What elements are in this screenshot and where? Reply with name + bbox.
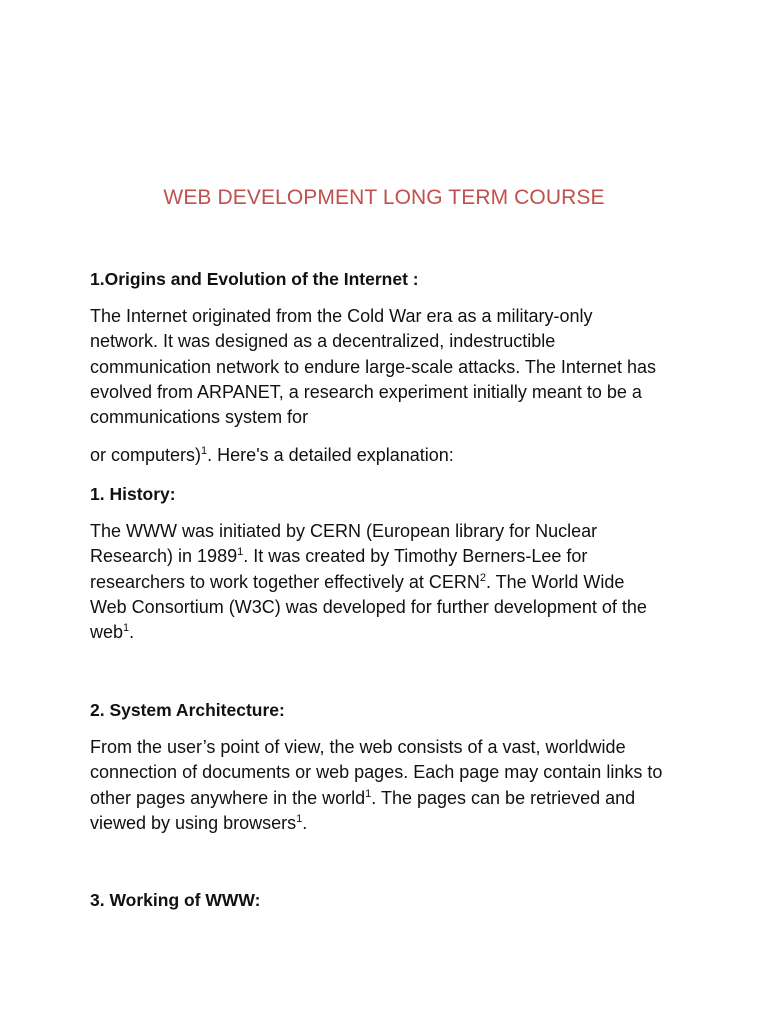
footnote-marker: 1 xyxy=(201,445,208,457)
text-run: Research) in 1989 xyxy=(90,546,238,567)
text-run: researchers to work together effectively at CERN xyxy=(90,571,480,592)
paragraph-line xyxy=(90,786,690,811)
text-run: . Here's a detailed explanation: xyxy=(207,445,454,465)
paragraph-line xyxy=(90,811,690,836)
section-heading-history: 1. History: xyxy=(90,484,176,504)
origins-continuation xyxy=(90,443,690,468)
paragraph-line: connection of documents or web pages. Each page may contain links to xyxy=(90,762,663,783)
text-run: . It was created by Timothy Berners-Lee for xyxy=(243,546,588,567)
paragraph-line xyxy=(90,570,690,595)
paragraph-line: From the user’s point of view, the web consists of a vast, worldwide xyxy=(90,737,626,757)
text-run: . xyxy=(129,622,135,643)
text-run: . The pages can be retrieved and xyxy=(371,787,636,808)
paragraph-line: The Internet originated from the Cold War era as a military-only xyxy=(90,306,593,326)
paragraph-line: The WWW was initiated by CERN (European library for Nuclear xyxy=(90,521,598,541)
text-run: . The World Wide xyxy=(485,571,625,592)
paragraph-line: communication network to endure large-scale attacks. The Internet has xyxy=(90,356,656,377)
text-run: viewed by using browsers xyxy=(90,812,297,833)
origins-paragraph xyxy=(90,304,690,430)
architecture-paragraph xyxy=(90,735,690,836)
history-paragraph xyxy=(90,519,690,645)
footnote-marker: 1 xyxy=(296,812,303,825)
footnote-marker: 1 xyxy=(123,622,130,635)
paragraph-line: Web Consortium (W3C) was developed for further development of the xyxy=(90,596,647,617)
footnote-marker: 2 xyxy=(479,571,486,584)
paragraph-line: evolved from ARPANET, a research experiment initially meant to be a xyxy=(90,381,642,402)
paragraph-line xyxy=(90,544,690,569)
section-heading-working: 3. Working of WWW: xyxy=(90,890,261,910)
text-run: other pages anywhere in the world xyxy=(90,787,366,808)
document-title: WEB DEVELOPMENT LONG TERM COURSE xyxy=(163,186,605,209)
footnote-marker: 1 xyxy=(365,787,372,800)
paragraph-line: network. It was designed as a decentralized, indestructible xyxy=(90,331,556,352)
paragraph-line xyxy=(90,443,690,468)
section-heading-origins: 1.Origins and Evolution of the Internet : xyxy=(90,269,419,289)
text-run: or computers) xyxy=(90,445,202,465)
paragraph-line: communications system for xyxy=(90,407,309,428)
section-heading-architecture: 2. System Architecture: xyxy=(90,700,285,720)
paragraph-line xyxy=(90,620,690,645)
text-run: . xyxy=(302,812,308,833)
text-run: web xyxy=(90,622,124,643)
footnote-marker: 1 xyxy=(237,546,244,559)
